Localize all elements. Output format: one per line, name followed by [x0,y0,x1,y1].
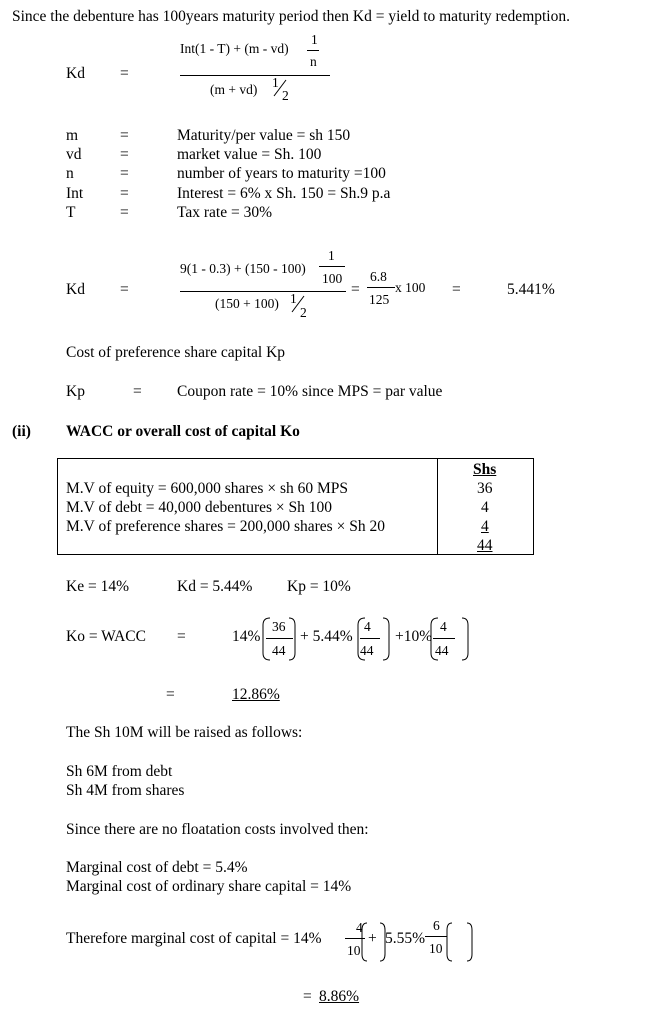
equals-sign: = [166,686,175,703]
section-title: WACC or overall cost of capital Ko [66,423,300,440]
def-equals: = [120,127,129,144]
fraction-bar [180,75,330,76]
def-description: number of years to maturity =100 [177,165,386,182]
equals-sign: = [120,65,129,82]
ratio-denominator: 125 [369,292,390,307]
half-numerator: 1 [272,75,279,90]
formula-numerator: Int(1 - T) + (m - vd) [180,41,289,56]
def-symbol: vd [66,146,82,163]
times-100: x 100 [395,280,426,295]
weight-denominator: 10 [347,943,361,958]
section-number: (ii) [12,423,31,440]
weight-numerator: 4 [440,619,447,634]
table-row-value: 4 [481,518,489,535]
formula-numerator: 9(1 - 0.3) + (150 - 100) [180,261,306,276]
fraction-numerator: 1 [328,248,335,263]
formula-denominator: (m + vd) [210,82,258,97]
marginal-cost-line: Marginal cost of debt = 5.4% [66,859,248,876]
table-row-label: M.V of debt = 40,000 debentures × Sh 100 [66,499,333,516]
marginal-rate: 5.55% [385,930,426,947]
weight-rate: + 5.44% [300,628,353,645]
equals-sign: = [452,281,461,298]
def-description: Maturity/per value = sh 150 [177,127,351,144]
intro-text: Since the debenture has 100years maturity period then Kd = yield to maturity redemption. [12,8,570,25]
kd-rate: Kd = 5.44% [177,578,253,595]
def-description: Tax rate = 30% [177,204,273,221]
table-row-value: 36 [477,480,493,497]
raise-item: Sh 6M from debt [66,763,173,780]
wacc-result: 12.86% [232,686,280,703]
weight-numerator: 36 [272,619,286,634]
half-numerator: 1 [290,291,297,306]
marginal-result: 8.86% [319,988,360,1005]
kd-label: Kd [66,65,85,82]
equals-sign: = [177,628,186,645]
table-total: 44 [477,537,493,554]
def-equals: = [120,204,129,221]
half-denominator: 2 [300,305,307,320]
weight-numerator: 4 [364,619,371,634]
weight-rate: 14% [232,628,261,645]
kp-symbol: Kp [66,383,85,400]
table-row-value: 4 [481,499,489,516]
def-symbol: T [66,204,76,221]
weight-denominator: 44 [360,643,374,658]
raise-intro: The Sh 10M will be raised as follows: [66,724,303,741]
fraction-numerator: 1 [311,32,318,47]
def-description: Interest = 6% x Sh. 150 = Sh.9 p.a [177,185,391,202]
marginal-prefix: Therefore marginal cost of capital = 14% [66,930,322,947]
table-row-label: M.V of preference shares = 200,000 shares × Sh 20 [66,518,385,535]
def-description: market value = Sh. 100 [177,146,322,163]
equals-sign: = [120,281,129,298]
weight-denominator: 44 [272,643,286,658]
kp-heading: Cost of preference share capital Kp [66,344,286,361]
def-equals: = [120,185,129,202]
no-floatation-text: Since there are no floatation costs involved then: [66,821,369,838]
equals-sign: = [351,281,360,298]
weight-numerator: 6 [433,918,440,933]
plus-sign: + [368,930,377,947]
kd-label: Kd [66,281,85,298]
def-equals: = [120,146,129,163]
kp-description: Coupon rate = 10% since MPS = par value [177,383,443,400]
kd-result: 5.441% [507,281,555,298]
ratio-numerator: 6.8 [370,269,387,284]
def-symbol: m [66,127,79,144]
table-header-shs: Shs [473,461,497,478]
fraction-denominator: n [310,54,317,69]
weight-rate: +10% [395,628,433,645]
def-equals: = [120,165,129,182]
ke-rate: Ke = 14% [66,578,129,595]
kp-rate: Kp = 10% [287,578,351,595]
def-symbol: Int [66,185,84,202]
kp-equals: = [133,383,142,400]
weight-numerator: 4 [356,920,363,935]
weight-denominator: 10 [429,941,443,956]
def-symbol: n [66,165,74,182]
marginal-cost-line: Marginal cost of ordinary share capital = 14% [66,878,352,895]
equals-sign: = [303,988,312,1005]
fraction-bar [180,291,346,292]
half-denominator: 2 [282,88,289,103]
wacc-label: Ko = WACC [66,628,146,645]
weight-denominator: 44 [435,643,449,658]
formula-denominator: (150 + 100) [215,296,279,311]
fraction-denominator: 100 [322,271,343,286]
table-row-label: M.V of equity = 600,000 shares × sh 60 MPS [66,480,348,497]
raise-item: Sh 4M from shares [66,782,185,799]
